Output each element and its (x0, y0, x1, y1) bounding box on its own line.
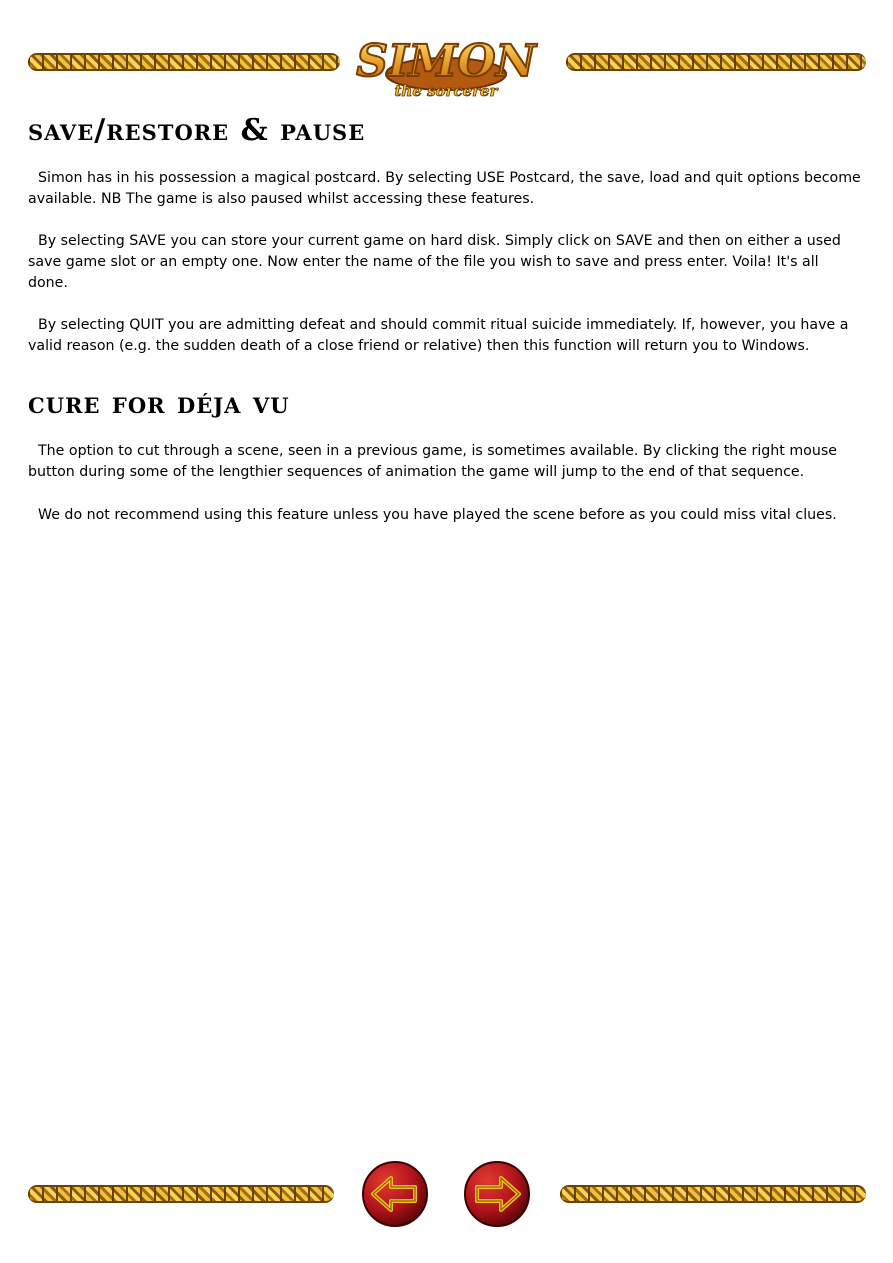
celtic-border-top-left (28, 53, 340, 71)
paragraph-quit: By selecting QUIT you are admitting defeat and should commit ritual suicide immediately. If, however, you have a valid reason (e.g. the sudden death of a close friend or relative) then this function will return you to Windows. (28, 317, 849, 354)
paragraph-postcard: Simon has in his possession a magical postcard. By selecting USE Postcard, the save, load and quit options become available. NB The game is also paused whilst accessing these features. (28, 170, 861, 207)
logo-subtitle: the sorcerer (394, 82, 498, 100)
celtic-border-top-right (566, 53, 866, 71)
celtic-border-bottom-right (560, 1185, 866, 1203)
simon-the-sorcerer-logo (348, 28, 544, 100)
previous-page-button[interactable] (361, 1160, 429, 1228)
next-page-button[interactable] (463, 1160, 531, 1228)
heading-cure-for-deja-vu: cure for déja vu (28, 386, 290, 421)
logo-title: SIMON (356, 36, 536, 87)
paragraph-save: By selecting SAVE you can store your current game on hard disk. Simply click on SAVE and then on either a used save game slot or an empty one. Now enter the name of the file you wish to save and press enter. Voila! It's all done. (28, 233, 841, 291)
paragraph-recommendation: We do not recommend using this feature unless you have played the scene before as you could miss vital clues. (38, 507, 837, 523)
heading-save-restore-pause: save/restore & pause (28, 113, 366, 148)
celtic-border-bottom-left (28, 1185, 334, 1203)
paragraph-skip-scene: The option to cut through a scene, seen in a previous game, is sometimes available. By clicking the right mouse button during some of the lengthier sequences of animation the game will jump to the end of that sequence. (28, 443, 837, 480)
